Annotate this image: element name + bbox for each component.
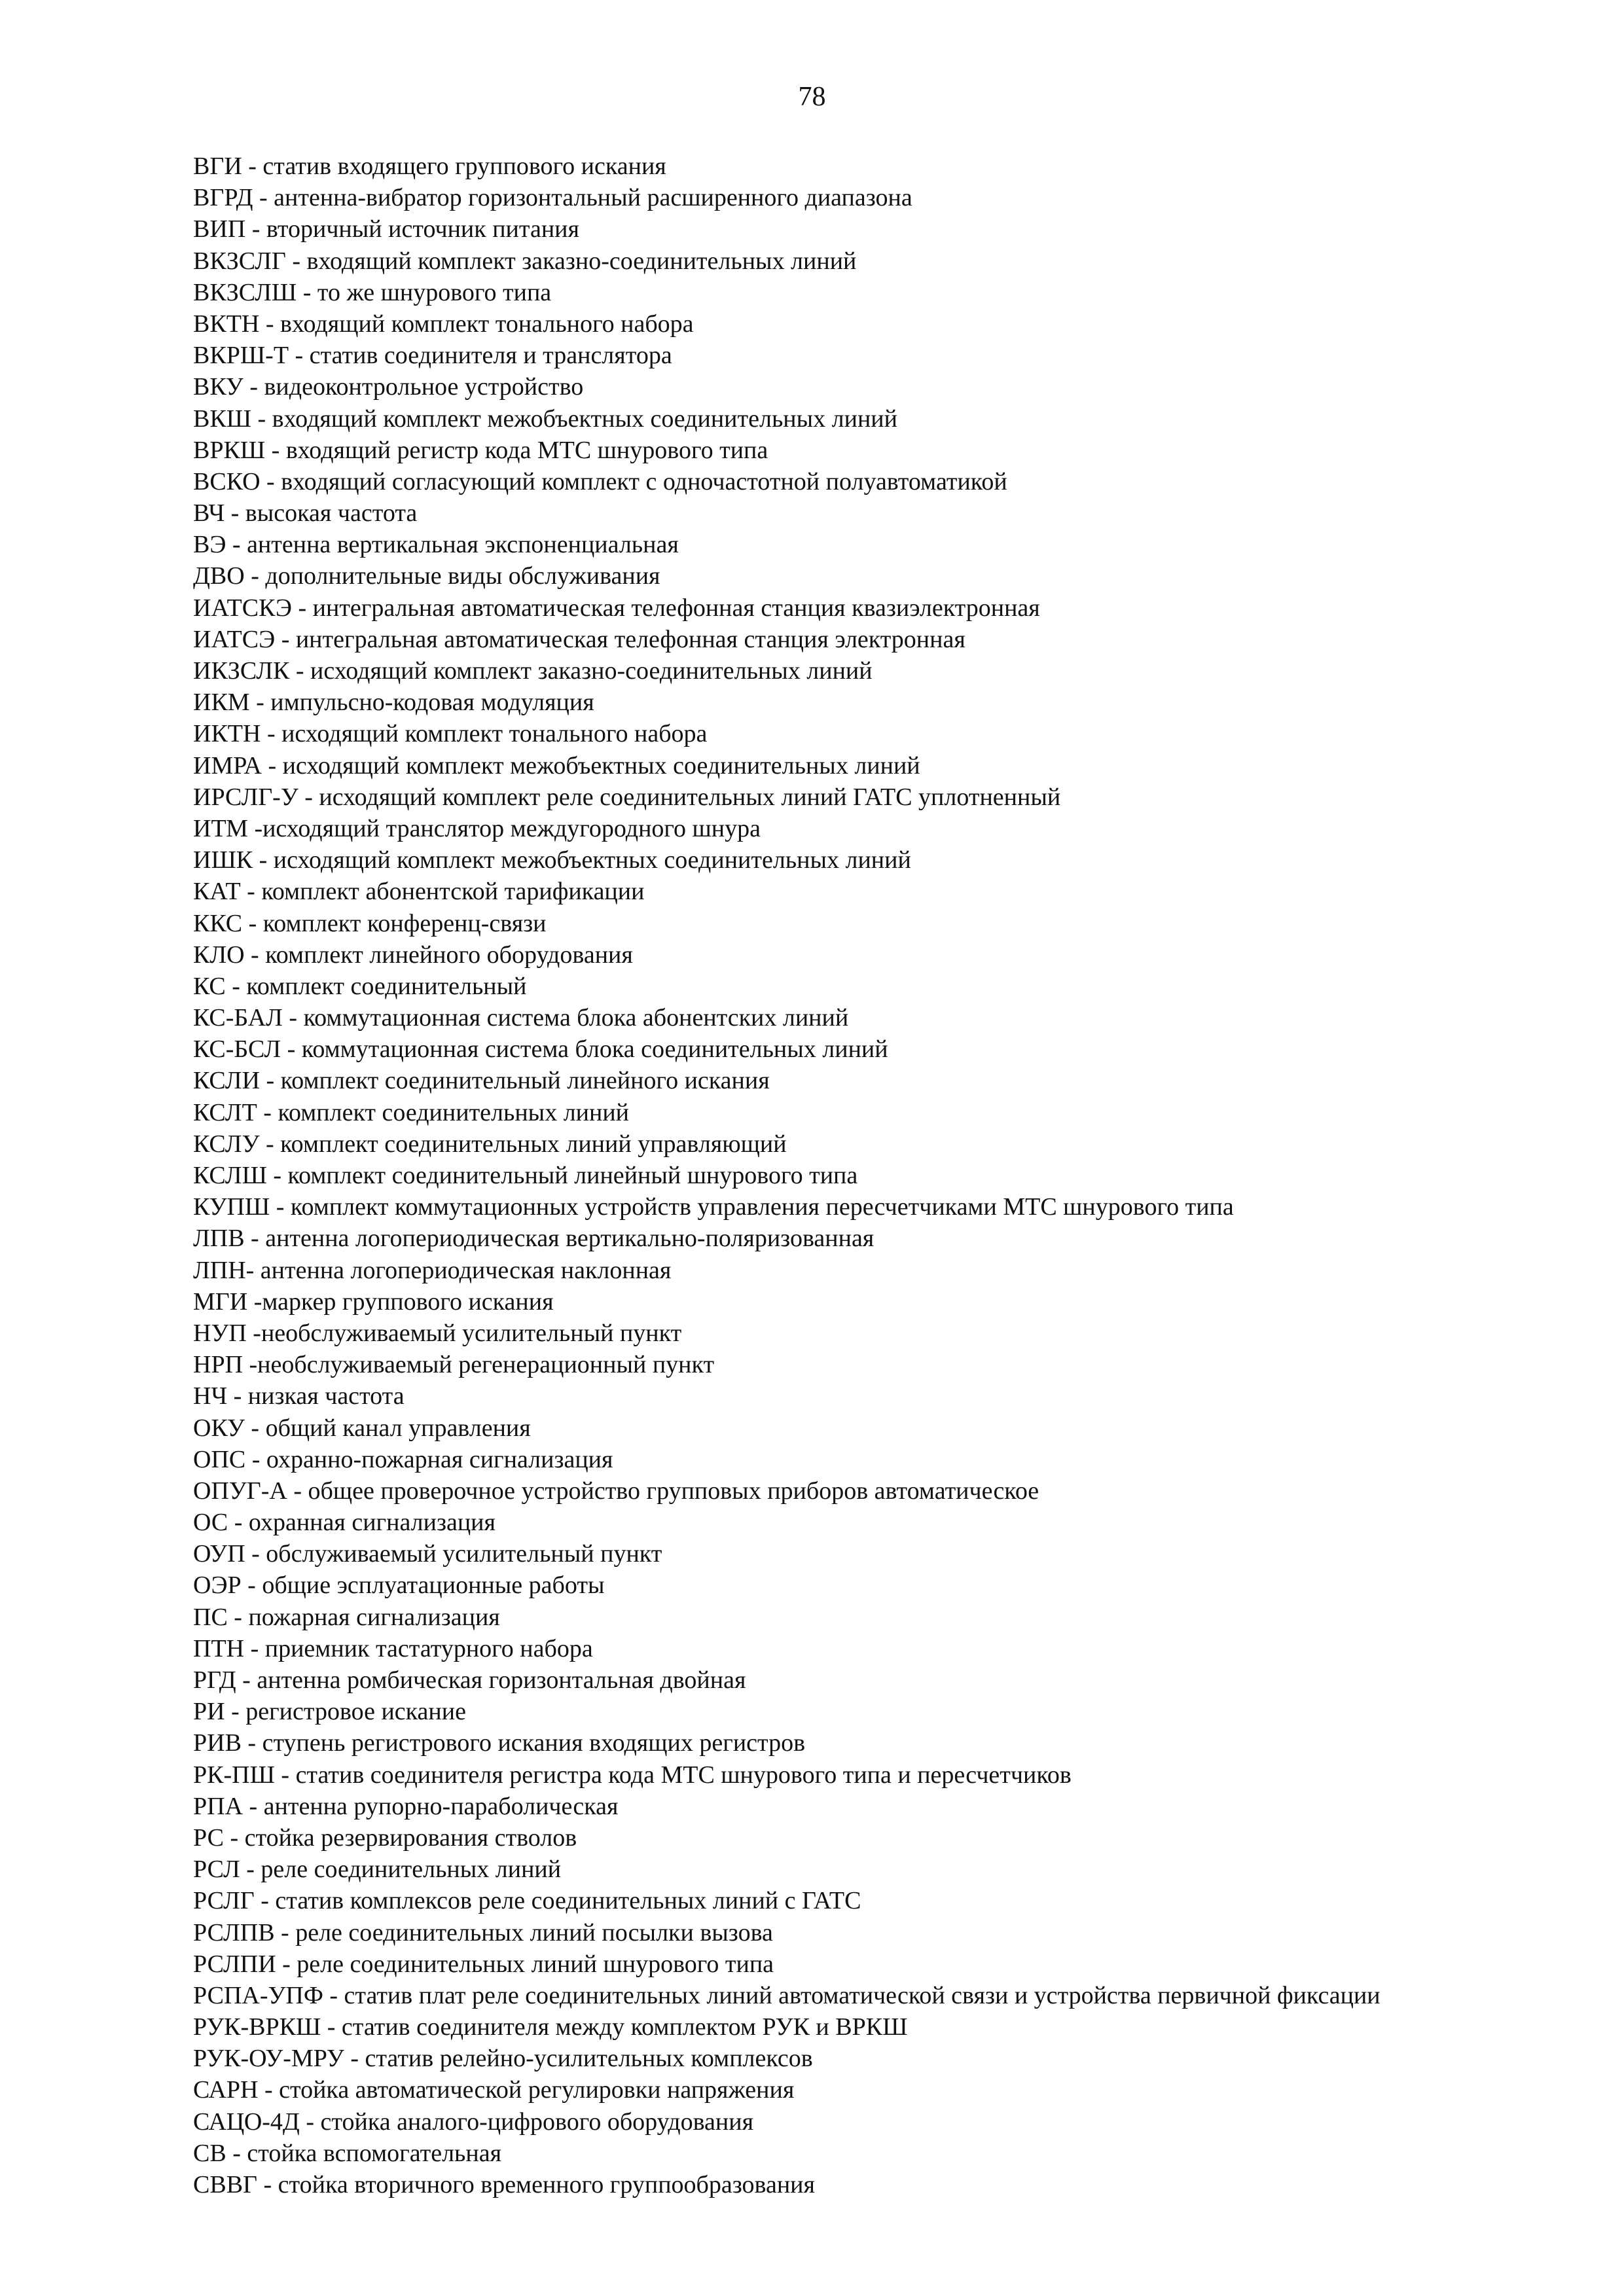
abbreviation-list xyxy=(193,151,1587,2200)
abbreviation-entry: ДВО - дополнительные виды обслуживания xyxy=(193,562,660,590)
abbreviation-entry: КС-БАЛ - коммутационная система блока абонентских линий xyxy=(193,1004,849,1032)
abbreviation-entry: ИКЗСЛК - исходящий комплект заказно-соединительных линий xyxy=(193,657,873,685)
abbreviation-entry: РС - стойка резервирования стволов xyxy=(193,1823,577,1852)
abbreviation-entry: РУК-ВРКШ - статив соединителя между комплектом РУК и ВРКШ xyxy=(193,2013,908,2041)
abbreviation-entry: РИ - регистровое искание xyxy=(193,1698,466,1726)
abbreviation-entry: ОКУ - общий канал управления xyxy=(193,1414,531,1442)
abbreviation-entry: КСЛТ - комплект соединительных линий xyxy=(193,1098,630,1126)
abbreviation-entry: ОС - охранная сигнализация xyxy=(193,1509,496,1537)
abbreviation-entry: ВГРД - антенна-вибратор горизонтальный расширенного диапазона xyxy=(193,184,912,212)
abbreviation-entry: ИАТСЭ - интегральная автоматическая телефонная станция электронная xyxy=(193,625,965,653)
abbreviation-entry: ККС - комплект конференц-связи xyxy=(193,909,547,937)
abbreviation-entry: САЦО-4Д - стойка аналого-цифрового оборудования xyxy=(193,2108,754,2136)
abbreviation-entry: ВЭ - антенна вертикальная экспоненциальная xyxy=(193,531,679,559)
abbreviation-entry: СВВГ - стойка вторичного временного группообразования xyxy=(193,2171,815,2198)
abbreviation-entry: НЧ - низкая частота xyxy=(193,1382,405,1410)
abbreviation-entry: ВКЗСЛГ - входящий комплект заказно-соединительных линий xyxy=(193,247,857,275)
abbreviation-entry: РИВ - ступень регистрового искания входящих регистров xyxy=(193,1729,806,1757)
abbreviation-entry: ВКЗСЛШ - то же шнурового типа xyxy=(193,278,552,306)
abbreviation-entry: ИШК - исходящий комплект межобъектных соединительных линий xyxy=(193,846,911,874)
abbreviation-entry: ИТМ -исходящий транслятор междугородного шнура xyxy=(193,814,761,842)
abbreviation-entry: ВРКШ - входящий регистр кода МТС шнурового типа xyxy=(193,436,768,464)
abbreviation-entry: ОЭР - общие эсплуатационные работы xyxy=(193,1571,605,1600)
abbreviation-entry: ВКРШ-Т - статив соединителя и транслятора xyxy=(193,342,672,370)
abbreviation-entry: РСПА-УПФ - статив плат реле соединительных линий автоматической связи и устройства первичной фиксации xyxy=(193,1981,1380,2009)
abbreviation-entry: ВКТН - входящий комплект тонального набора xyxy=(193,310,694,338)
abbreviation-entry: НРП -необслуживаемый регенерационный пункт xyxy=(193,1351,715,1379)
abbreviation-entry: ВКУ - видеоконтрольное устройство xyxy=(193,373,584,401)
abbreviation-entry: ПТН - приемник тастатурного набора xyxy=(193,1634,593,1662)
abbreviation-entry: ВЧ - высокая частота xyxy=(193,499,418,528)
page-number: 78 xyxy=(798,82,826,112)
abbreviation-entry: КАТ - комплект абонентской тарификации xyxy=(193,878,645,906)
abbreviation-entry: РУК-ОУ-МРУ - статив релейно-усилительных комплексов xyxy=(193,2045,813,2073)
abbreviation-entry: КСЛШ - комплект соединительный линейный шнурового типа xyxy=(193,1162,858,1189)
abbreviation-entry: ОПУГ-А - общее проверочное устройство групповых приборов автоматическое xyxy=(193,1477,1039,1505)
abbreviation-entry: РСЛГ - статив комплексов реле соединительных линий с ГАТС xyxy=(193,1887,861,1915)
abbreviation-entry: ВГИ - статив входящего группового искания xyxy=(193,152,666,180)
abbreviation-entry: ОУП - обслуживаемый усилительный пункт xyxy=(193,1540,662,1568)
abbreviation-entry: ИКМ - импульсно-кодовая модуляция xyxy=(193,689,594,717)
abbreviation-entry: КСЛУ - комплект соединительных линий управляющий xyxy=(193,1130,787,1158)
abbreviation-entry: САРН - стойка автоматической регулировки напряжения xyxy=(193,2076,795,2104)
abbreviation-entry: РСЛПИ - реле соединительных линий шнурового типа xyxy=(193,1950,774,1978)
abbreviation-entry: РГД - антенна ромбическая горизонтальная двойная xyxy=(193,1666,746,1694)
abbreviation-entry: ИРСЛГ-У - исходящий комплект реле соединительных линий ГАТС уплотненный xyxy=(193,783,1061,811)
abbreviation-entry: РК-ПШ - статив соединителя регистра кода МТС шнурового типа и пересчетчиков xyxy=(193,1761,1072,1789)
abbreviation-entry: ВСКО - входящий согласующий комплект с одночастотной полуавтоматикой xyxy=(193,467,1007,495)
abbreviation-entry: ПС - пожарная сигнализация xyxy=(193,1603,500,1631)
abbreviation-entry: КС-БСЛ - коммутационная система блока соединительных линий xyxy=(193,1035,888,1064)
abbreviation-entry: КСЛИ - комплект соединительный линейного искания xyxy=(193,1067,770,1095)
abbreviation-entry: МГИ -маркер группового искания xyxy=(193,1287,554,1316)
abbreviation-entry: РСЛПВ - реле соединительных линий посылки вызова xyxy=(193,1918,773,1946)
abbreviation-entry: КУПШ - комплект коммутационных устройств управления пересчетчиками МТС шнурового типа xyxy=(193,1193,1234,1221)
abbreviation-entry: НУП -необслуживаемый усилительный пункт xyxy=(193,1319,682,1347)
abbreviation-entry: ЛПВ - антенна логопериодическая вертикально-поляризованная xyxy=(193,1225,875,1253)
abbreviation-entry: ИМРА - исходящий комплект межобъектных соединительных линий xyxy=(193,751,920,780)
abbreviation-entry: ИАТСКЭ - интегральная автоматическая телефонная станция квазиэлектронная xyxy=(193,594,1040,622)
abbreviation-entry: ВКШ - входящий комплект межобъектных соединительных линий xyxy=(193,404,897,433)
abbreviation-entry: ИКТН - исходящий комплект тонального набора xyxy=(193,720,708,748)
abbreviation-entry: РСЛ - реле соединительных линий xyxy=(193,1856,562,1884)
abbreviation-entry: РПА - антенна рупорно-параболическая xyxy=(193,1792,619,1820)
abbreviation-entry: ЛПН- антенна логопериодическая наклонная xyxy=(193,1256,672,1284)
abbreviation-entry: КЛО - комплект линейного оборудования xyxy=(193,941,633,969)
abbreviation-entry: СВ - стойка вспомогательная xyxy=(193,2139,502,2167)
abbreviation-entry: ВИП - вторичный источник питания xyxy=(193,215,579,243)
abbreviation-entry: КС - комплект соединительный xyxy=(193,972,527,1000)
abbreviation-entry: ОПС - охранно-пожарная сигнализация xyxy=(193,1445,613,1473)
